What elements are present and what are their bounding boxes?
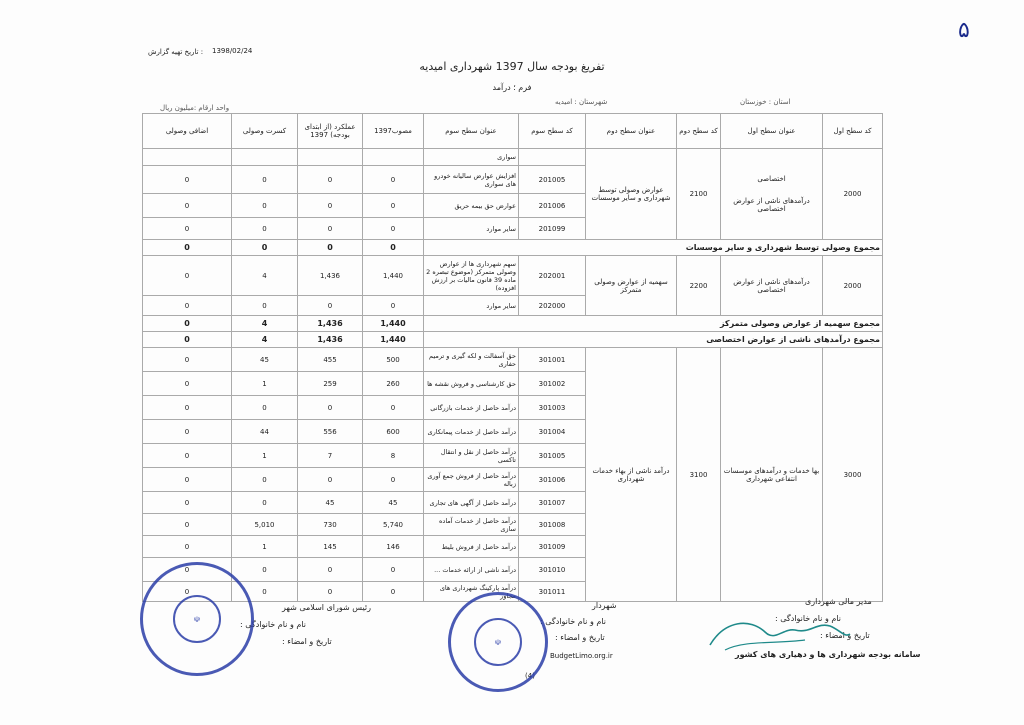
system-name-label: سامانه بودجه شهرداری ها و دهیاری های کشور [735,650,921,659]
shortfall-total: 4 [232,332,298,348]
excess-value: 0 [143,396,232,420]
subtotal-row [143,316,883,332]
city-label: شهرستان : امیدیه [555,98,608,106]
level3-code: 301008 [519,514,586,536]
budget-table [142,113,883,602]
excess-value: 0 [143,256,232,296]
unit-label: واحد ارقام :میلیون ریال [160,104,230,112]
emblem-icon: ☫ [474,618,522,666]
table-row [143,348,883,372]
council-head-label: رئیس شورای اسلامی شهر [282,603,371,612]
shortfall-value: 1 [232,444,298,468]
approved-total: 1,440 [363,316,424,332]
handwritten-signature [705,610,855,660]
excess-total: 0 [143,316,232,332]
finance-date-label: تاریخ و امضاء : [820,631,870,640]
mayor-label: شهردار [592,601,617,610]
subtotal-label: مجموع درآمدهای ناشی از عوارض اختصاصی [424,332,883,348]
level3-title: سایر موارد [424,218,519,240]
col-header: عنوان سطح سوم [424,114,519,149]
col-header: اضافی وصولی [143,114,232,149]
approved-value: 260 [363,372,424,396]
level3-code: 201005 [519,166,586,194]
excess-value: 0 [143,468,232,492]
shortfall-value: 0 [232,296,298,316]
finance-head-label: مدیر مالی شهرداری [805,597,872,606]
level3-code: 201006 [519,194,586,218]
report-date: 1398/02/24 [212,47,253,55]
level3-code [519,149,586,166]
approved-total: 0 [363,240,424,256]
council-name-label: نام و نام خانوادگی : [240,620,306,629]
actual-total: 1,436 [298,316,363,332]
level3-code: 301009 [519,536,586,558]
level3-title: درآمد حاصل از خدمات آماده سازی [424,514,519,536]
level3-title: حق آسفالت و لکه گیری و ترمیم حفاری [424,348,519,372]
approved-value: 0 [363,166,424,194]
excess-value: 0 [143,514,232,536]
excess-value: 0 [143,582,232,602]
mayor-date-label: تاریخ و امضاء : [555,633,605,642]
actual-value: 0 [298,166,363,194]
level3-code: 301007 [519,492,586,514]
level1-title [721,149,823,240]
approved-value: 0 [363,582,424,602]
approved-value: 0 [363,468,424,492]
actual-value: 45 [298,492,363,514]
shortfall-value: 0 [232,194,298,218]
level3-title: سواری [424,149,519,166]
subtotal-label: مجموع وصولی توسط شهرداری و سایر موسسات [424,240,883,256]
page-number: (4) [525,672,535,680]
actual-value: 0 [298,468,363,492]
page-number-mark: ۵ [958,18,970,43]
actual-value: 0 [298,582,363,602]
level3-code: 202000 [519,296,586,316]
approved-total: 1,440 [363,332,424,348]
table-header-row [143,114,883,149]
level2-code: 2200 [677,256,721,316]
actual-value: 1,436 [298,256,363,296]
excess-value: 0 [143,348,232,372]
level3-title: حق کارشناسی و فروش نقشه ها [424,372,519,396]
website-label: BudgetLimo.org.ir [550,652,613,660]
col-header: کسرت وصولی [232,114,298,149]
actual-value: 7 [298,444,363,468]
finance-name-label: نام و نام خانوادگی : [775,614,841,623]
level3-title: سهم شهرداری ها از عوارض وصولی متمرکز (موضوع تبصره 2 ماده 39 قانون مالیات بر ارزش افزوده) [424,256,519,296]
excess-value: 0 [143,420,232,444]
actual-total: 0 [298,240,363,256]
level3-title: عوارض حق بیمه حریق [424,194,519,218]
level1-code: 2000 [823,256,883,316]
shortfall-value: 44 [232,420,298,444]
excess-value: 0 [143,372,232,396]
level2-code: 2100 [677,149,721,240]
shortfall-value: 5,010 [232,514,298,536]
actual-value: 0 [298,296,363,316]
level3-code: 301010 [519,558,586,582]
shortfall-value: 0 [232,218,298,240]
col-header: کد سطح دوم [677,114,721,149]
shortfall-value: 0 [232,166,298,194]
level1-code: 2000 [823,149,883,240]
level3-title: سایر موارد [424,296,519,316]
level3-title: درآمد حاصل از فروش جمع آوری زباله [424,468,519,492]
level3-code: 301005 [519,444,586,468]
actual-value: 0 [298,396,363,420]
level3-title: درآمد حاصل از فروش بلیط [424,536,519,558]
level3-code: 301001 [519,348,586,372]
actual-value: 259 [298,372,363,396]
level3-code: 301006 [519,468,586,492]
level3-code: 301003 [519,396,586,420]
province-label: استان : خوزستان [740,98,791,106]
level3-title: درآمد حاصل از نقل و انتقال تاکسی [424,444,519,468]
subtotal-row [143,240,883,256]
actual-total: 1,436 [298,332,363,348]
approved-value: 45 [363,492,424,514]
approved-value: 1,440 [363,256,424,296]
emblem-icon: ☫ [173,595,221,643]
level1-code: 3000 [823,348,883,602]
excess-value: 0 [143,296,232,316]
level3-code: 301011 [519,582,586,602]
excess-total: 0 [143,240,232,256]
level1-title-fragment: اختصاصی [757,175,786,183]
col-header: عنوان سطح دوم [586,114,677,149]
level3-title: درآمد پارکینگ شهرداری های مجاور [424,582,519,602]
level3-code: 201099 [519,218,586,240]
excess-value: 0 [143,536,232,558]
actual-value: 455 [298,348,363,372]
shortfall-value: 0 [232,468,298,492]
shortfall-total: 0 [232,240,298,256]
approved-value: 5,740 [363,514,424,536]
excess-value: 0 [143,194,232,218]
actual-value: 556 [298,420,363,444]
shortfall-value: 1 [232,536,298,558]
level2-title: عوارض وصولی توسط شهرداری و سایر موسسات [586,149,677,240]
col-header: عنوان سطح اول [721,114,823,149]
col-header: کد سطح سوم [519,114,586,149]
report-date-label: : تاریخ تهیه گزارش [148,48,204,56]
level3-title: درآمد حاصل از خدمات پیمانکاری [424,420,519,444]
level3-title: درآمد ناشی از ارائه خدمات ... [424,558,519,582]
actual-value: 730 [298,514,363,536]
level3-code: 301004 [519,420,586,444]
shortfall-total: 4 [232,316,298,332]
actual-value: 0 [298,194,363,218]
approved-value: 146 [363,536,424,558]
subtotal-row [143,332,883,348]
approved-value: 8 [363,444,424,468]
council-stamp [140,562,254,676]
shortfall-value: 0 [232,558,298,582]
shortfall-value: 45 [232,348,298,372]
approved-value: 0 [363,296,424,316]
level3-title: درآمد حاصل از خدمات بازرگانی [424,396,519,420]
level2-code: 3100 [677,348,721,602]
approved-value: 0 [363,558,424,582]
actual-value: 0 [298,558,363,582]
col-header: عملکرد (از ابتدای بودجه) 1397 [298,114,363,149]
approved-value: 0 [363,194,424,218]
level3-title: درآمد حاصل از آگهی های تجاری [424,492,519,514]
table-row [143,256,883,296]
approved-value: 500 [363,348,424,372]
excess-value: 0 [143,444,232,468]
level2-title: درآمد ناشی از بهاء خدمات شهرداری [586,348,677,602]
excess-value: 0 [143,218,232,240]
shortfall-value: 0 [232,396,298,420]
form-subtitle: فرم ؛ درآمد [492,83,532,92]
shortfall-value: 1 [232,372,298,396]
level1-title: بها خدمات و درآمدهای موسسات انتفاعی شهرداری [721,348,823,602]
ministry-stamp [448,592,548,692]
actual-value: 145 [298,536,363,558]
table-row [143,149,883,166]
approved-value: 0 [363,396,424,420]
council-date-label: تاریخ و امضاء : [282,637,332,646]
actual-value: 0 [298,218,363,240]
shortfall-value: 0 [232,492,298,514]
level1-title: درآمدهای ناشی از عوارض اختصاصی [721,256,823,316]
approved-value: 0 [363,218,424,240]
level3-code: 202001 [519,256,586,296]
level3-title: افزایش عوارض سالیانه خودرو های سواری [424,166,519,194]
excess-value: 0 [143,166,232,194]
excess-value: 0 [143,492,232,514]
excess-value: 0 [143,558,232,582]
subtotal-label: مجموع سهمیه از عوارض وصولی متمرکز [424,316,883,332]
mayor-name-label: نام و نام خانوادگی : [540,617,606,626]
level2-title: سهمیه از عوارض وصولی متمرکز [586,256,677,316]
col-header: مصوب1397 [363,114,424,149]
col-header: کد سطح اول [823,114,883,149]
shortfall-value: 4 [232,256,298,296]
page-title: تفریغ بودجه سال 1397 شهرداری امیدیه [419,60,605,73]
level1-title-text: درآمدهای ناشی از عوارض اختصاصی [733,197,810,213]
excess-total: 0 [143,332,232,348]
shortfall-value: 0 [232,582,298,602]
approved-value: 600 [363,420,424,444]
level3-code: 301002 [519,372,586,396]
